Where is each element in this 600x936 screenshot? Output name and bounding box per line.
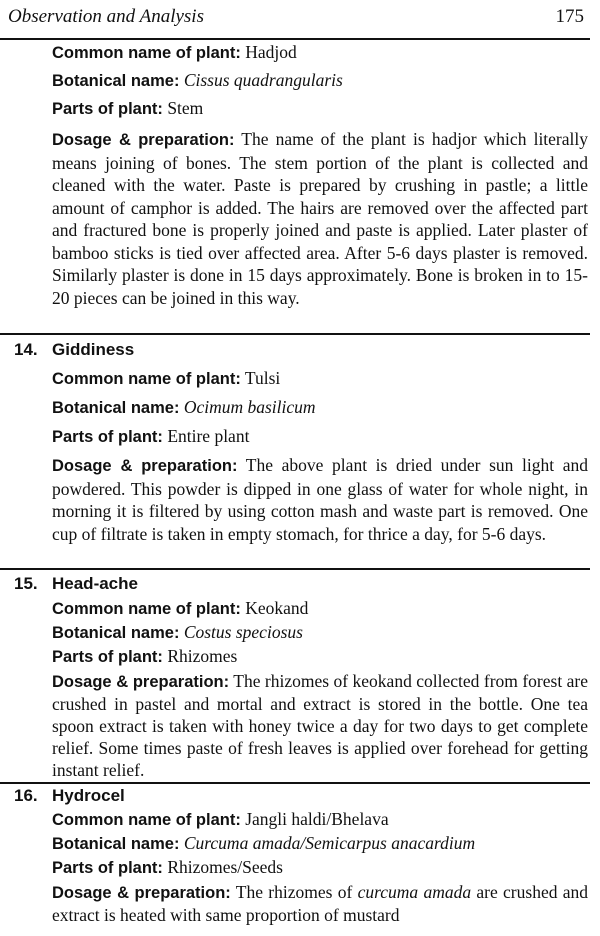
botanical-name-row [52, 833, 588, 854]
parts-of-plant-label: Parts of plant: [52, 648, 163, 666]
dosage-label: Dosage & preparation: [52, 884, 231, 902]
dosage-text: The rhizomes of keokand collected from forest are crushed in pastel and mortal and extract is stored in the bottle. One tea spoon extract is taken with honey twice a day for two days to get complete relief. Some times paste of fresh leaves is applied over forehead for getting instant relief. [52, 671, 588, 780]
botanical-name-row [52, 622, 588, 643]
dosage-paragraph [52, 881, 588, 926]
botanical-name-value: Curcuma amada/Semicarpus anacardium [183, 833, 476, 853]
parts-of-plant-label: Parts of plant: [52, 100, 163, 118]
common-name-label: Common name of plant: [52, 811, 241, 829]
entry-title: Giddiness [52, 340, 135, 359]
botanical-name-row [52, 397, 588, 418]
header-rule [0, 38, 590, 40]
parts-of-plant-value: Rhizomes [167, 646, 238, 666]
botanical-name-label: Botanical name: [52, 399, 180, 417]
common-name-value: Keokand [245, 598, 309, 618]
dosage-text: The above plant is dried under sun light and powdered. This powder is dipped in one glass of water for whole night, in morning it is filtered by using cotton mash and waste part is removed. One cup of filtrate is taken in empty stomach, for thrice a day, for 5-6 days. [52, 455, 588, 544]
running-title: Observation and Analysis [8, 6, 204, 27]
common-name-label: Common name of plant: [52, 370, 241, 388]
parts-of-plant-label: Parts of plant: [52, 859, 163, 877]
common-name-value: Hadjod [245, 42, 297, 62]
parts-of-plant-value: Stem [167, 98, 204, 118]
dosage-label: Dosage & preparation: [52, 673, 230, 691]
common-name-value: Tulsi [244, 368, 281, 388]
dosage-italic-plant: curcuma amada [357, 882, 472, 902]
entry-head-ache [12, 574, 588, 779]
common-name-label: Common name of plant: [52, 44, 241, 62]
botanical-name-label: Botanical name: [52, 835, 180, 853]
parts-of-plant-row [52, 646, 588, 667]
dosage-paragraph [52, 670, 588, 781]
dosage-paragraph [52, 128, 588, 309]
entry-divider [0, 333, 590, 335]
entry-hadjod [12, 42, 588, 332]
dosage-label: Dosage & preparation: [52, 131, 235, 149]
parts-of-plant-value: Entire plant [167, 426, 250, 446]
common-name-row [52, 598, 588, 619]
entry-number: 14. [14, 340, 38, 359]
botanical-name-row [52, 70, 588, 91]
dosage-paragraph [52, 454, 588, 545]
botanical-name-value: Ocimum basilicum [183, 397, 316, 417]
botanical-name-value: Costus speciosus [183, 622, 303, 642]
dosage-text-end: are crushed and extract is heated with same proportion of mustard [52, 882, 589, 925]
entry-title: Hydrocel [52, 786, 125, 805]
botanical-name-label: Botanical name: [52, 624, 180, 642]
page-number: 175 [555, 6, 584, 27]
entry-number: 15. [14, 574, 38, 593]
common-name-row [52, 368, 588, 389]
entry-hydrocel [12, 786, 588, 936]
entry-number: 16. [14, 786, 38, 805]
page-header [8, 4, 592, 36]
common-name-label: Common name of plant: [52, 600, 241, 618]
entry-divider [0, 782, 590, 784]
parts-of-plant-row [52, 426, 588, 447]
dosage-text: The name of the plant is hadjor which literally means joining of bones. The stem portion of the plant is collected and cleaned with the water. Paste is prepared by crushing in pastle; a little amount of camphor is added. The hairs are removed over the affected part and fractured bone is properly joined and paste is applied. Later plaster of bamboo sticks is tied over affected area. After 5-6 days plaster is removed. Similarly plaster is done in 15 days approximately. Bone is broken in to 15-20 pieces can be joined in this way. [52, 129, 588, 308]
dosage-label: Dosage & preparation: [52, 457, 238, 475]
entry-divider [0, 568, 590, 570]
dosage-text-start: The rhizomes of [235, 882, 353, 902]
entry-title: Head-ache [52, 574, 138, 593]
botanical-name-value: Cissus quadrangularis [183, 70, 343, 90]
parts-of-plant-row [52, 98, 588, 119]
botanical-name-label: Botanical name: [52, 72, 180, 90]
entry-giddiness [12, 340, 588, 565]
common-name-row [52, 809, 588, 830]
parts-of-plant-value: Rhizomes/Seeds [167, 857, 283, 877]
parts-of-plant-row [52, 857, 588, 878]
common-name-value: Jangli haldi/Bhelava [245, 809, 389, 829]
common-name-row [52, 42, 588, 63]
parts-of-plant-label: Parts of plant: [52, 428, 163, 446]
